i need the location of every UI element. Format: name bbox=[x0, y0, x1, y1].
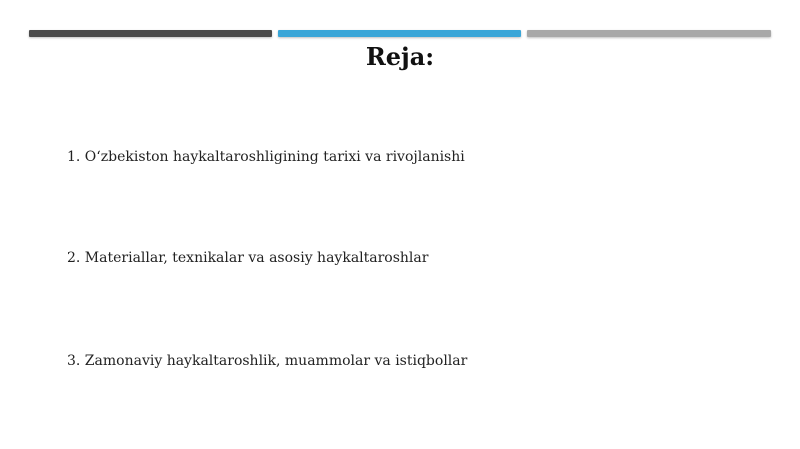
slide-title: Reja: bbox=[365, 42, 435, 71]
decoration-bar-dark bbox=[29, 30, 272, 37]
decoration-bar-gray bbox=[527, 30, 771, 37]
plan-item: 2. Materiallar, texnikalar va asosiy haykaltaroshlar bbox=[67, 250, 429, 266]
decoration-bar-blue bbox=[278, 30, 521, 37]
plan-item: 3. Zamonaviy haykaltaroshlik, muammolar va istiqbollar bbox=[67, 353, 468, 369]
plan-item: 1. O‘zbekiston haykaltaroshligining tarixi va rivojlanishi bbox=[67, 149, 465, 165]
header-decoration-bars bbox=[29, 30, 771, 38]
